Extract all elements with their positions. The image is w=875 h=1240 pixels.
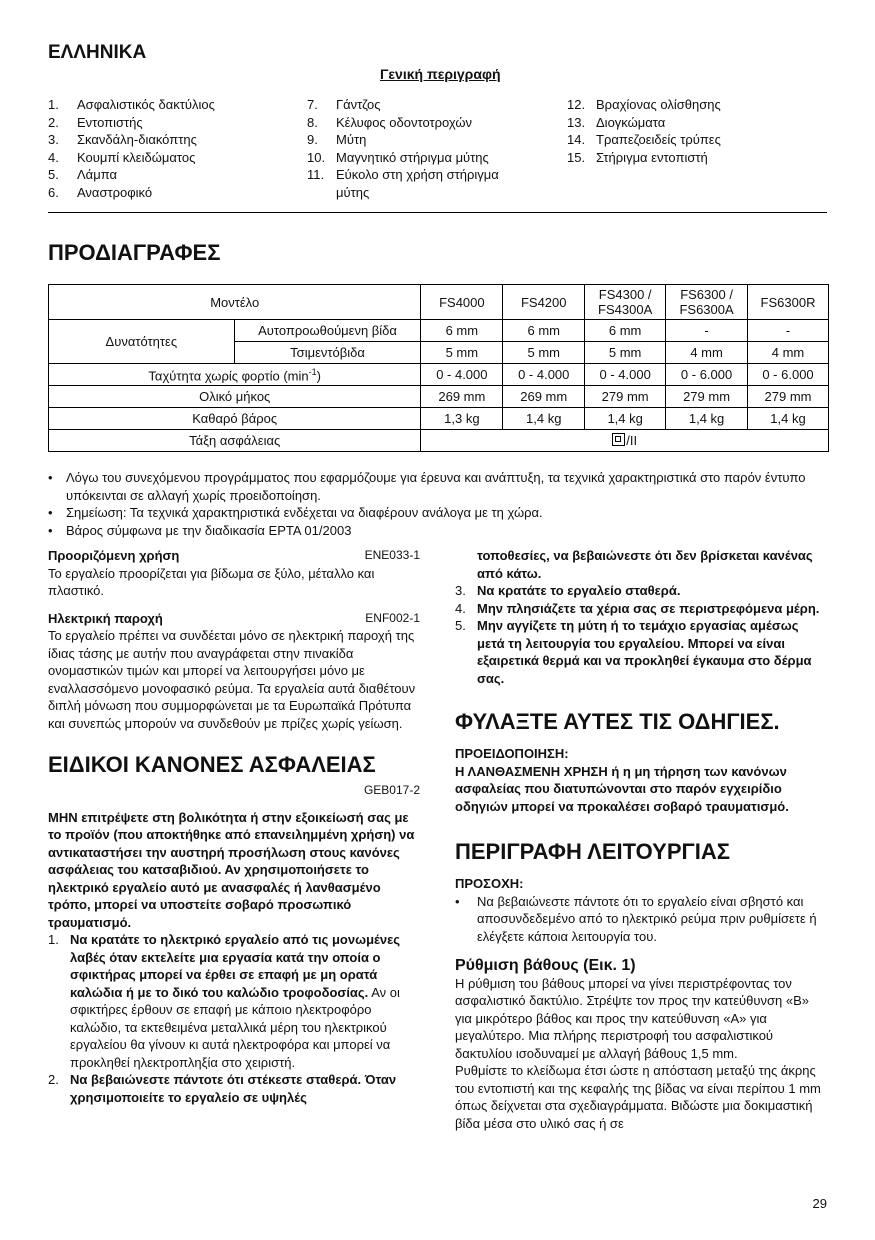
- capacities-label: Δυνατότητες: [49, 320, 235, 364]
- list-item: 9. Μύτη: [307, 132, 367, 147]
- model-cell: FS4000: [421, 285, 503, 320]
- bullet-icon: •: [48, 470, 53, 485]
- double-insulation-icon: [612, 433, 625, 446]
- left-column: [48, 547, 420, 1106]
- list-item: 3. Σκανδάλη-διακόπτης: [48, 132, 197, 147]
- table-cell: -: [748, 320, 829, 342]
- functional-description-heading: ΠΕΡΙΓΡΑΦΗ ΛΕΙΤΟΥΡΓΙΑΣ: [455, 839, 730, 864]
- table-row: [49, 364, 829, 386]
- model-label: Μοντέλο: [49, 285, 421, 320]
- list-item: 13. Διογκώματα: [567, 114, 666, 130]
- table-cell: 6 mm: [585, 320, 666, 342]
- depth-adjustment-text: Η ρύθμιση του βάθους μπορεί να γίνει περιστρέφοντας τον ασφαλιστικό δακτύλιο. Στρέψτε τον προς την κατεύθυνση «B» για μικρότερο βάθος και προς την κατεύθυνση «A» για μεγαλύτερο. Μια πλήρης περιστροφή του ασφαλιστικού δακτυλίου ισοδυναμεί με αλλαγή βάθους 1,5 mm.: [455, 975, 809, 1061]
- list-item: • Σημείωση: Τα τεχνικά χαρακτηριστικά ενδέχεται να διαφέρουν ανάλογα με τη χώρα.: [48, 505, 543, 520]
- parts-list-col1: [48, 96, 298, 201]
- table-cell: 5 mm: [503, 342, 585, 364]
- list-item: 7. Γάντζος: [307, 97, 381, 112]
- list-item: 5. Μην αγγίζετε τη μύτη ή το τεμάχιο εργασίας αμέσως μετά τη λειτουργία του εργαλείου. Μπορεί να είναι εξαιρετικά θερμά και να προκληθεί έγκαυμα στο δέρμα σας.: [455, 618, 812, 686]
- intended-use-text: Το εργαλείο προορίζεται για βίδωμα σε ξύλο, μέταλλο και πλαστικό.: [48, 565, 375, 598]
- table-cell: 5 mm: [585, 342, 666, 364]
- doc-code: GEB017-2: [363, 783, 420, 797]
- table-cell: 0 - 6.000: [748, 364, 829, 386]
- bullet-icon: •: [48, 505, 53, 520]
- row-label: Καθαρό βάρος: [49, 408, 421, 430]
- list-item: 2. Εντοπιστής: [48, 114, 143, 130]
- table-row: [49, 285, 829, 320]
- right-column: [455, 547, 827, 1132]
- table-cell: 6 mm: [421, 320, 503, 342]
- safety-rules-heading: ΕΙΔΙΚΟΙ ΚΑΝΟΝΕΣ ΑΣΦΑΛΕΙΑΣ: [48, 752, 376, 777]
- list-item: 15. Στήριγμα εντοπιστή: [567, 149, 708, 165]
- table-cell: 0 - 4.000: [421, 364, 503, 386]
- row-label: Τάξη ασφάλειας: [49, 430, 421, 452]
- row-label: Αυτοπροωθούμενη βίδα: [234, 320, 421, 342]
- safety-intro: ΜΗΝ επιτρέψετε στη βολικότητα ή στην εξοικείωσή σας με το προϊόν (που αποκτήθηκε από επανειλημμένη χρήση) να αντικαταστήσει την αυστηρή προσήλωση στους κανόνες ασφάλειας του κατσαβιδιού. Αν χρησιμοποιήσετε το ηλεκτρικό εργαλείο αυτό με ανασφαλές ή λανθασμένο τρόπο, μπορεί να υποστείτε σοβαρό προσωπικό τραυματισμό.: [48, 809, 415, 930]
- table-cell: 1,4 kg: [666, 408, 748, 430]
- table-cell: 4 mm: [748, 342, 829, 364]
- doc-code: ENF002-1: [365, 610, 420, 625]
- list-item: • Λόγω του συνεχόμενου προγράμματος που εφαρμόζουμε για έρευνα και ανάπτυξη, τα τεχνικά χαρακτηριστικά στο παρόν έντυπο υπόκεινται σε αλλαγή χωρίς προειδοποίηση.: [48, 470, 806, 503]
- list-item: • Βάρος σύμφωνα με την διαδικασία EPTA 01/2003: [48, 522, 352, 538]
- specifications-heading: ΠΡΟΔΙΑΓΡΑΦΕΣ: [48, 240, 221, 265]
- doc-code: ENE033-1: [364, 548, 420, 562]
- model-cell: FS6300 / FS6300A: [666, 285, 748, 320]
- model-cell: FS4300 / FS4300A: [585, 285, 666, 320]
- spec-notes: [48, 469, 828, 539]
- list-item: 1. Ασφαλιστικός δακτύλιος: [48, 97, 215, 112]
- list-item: 4. Κουμπί κλειδώματος: [48, 149, 196, 165]
- intended-use-heading: Προοριζόμενη χρήση ENE033-1: [48, 548, 420, 563]
- power-supply-text: Το εργαλείο πρέπει να συνδέεται μόνο σε ηλεκτρική παροχή της ίδιας τάσης με αυτήν που αναγράφεται στην πινακίδα ονομαστικών τιμών και μπορεί να λειτουργήσει μόνο με εναλλασσόμενο μονοφασικό ρεύμα. Τα εργαλεία αυτά διαθέτουν διπλή μόνωση που συμμορφώνεται με τα Ευρωπαϊκά Πρότυπα και συνεπώς μπορούν να συνδεθούν με πρίζες χωρίς γείωση.: [48, 628, 416, 731]
- table-cell: 1,4 kg: [585, 408, 666, 430]
- list-item: 10. Μαγνητικό στήριγμα μύτης: [307, 149, 489, 165]
- general-description-title: Γενική περιγραφή: [380, 66, 501, 82]
- list-item: 2. Να βεβαιώνεστε πάντοτε ότι στέκεστε σταθερά. Όταν χρησιμοποιείτε το εργαλείο σε υψηλές: [48, 1072, 397, 1105]
- row-label: Ολικό μήκος: [49, 386, 421, 408]
- section-divider: [48, 212, 827, 213]
- bullet-icon: •: [48, 522, 53, 538]
- caution-label: ΠΡΟΣΟΧΗ:: [455, 876, 524, 891]
- list-item: 6. Αναστροφικό: [48, 184, 153, 200]
- language-label: ΕΛΛΗΝΙΚΑ: [48, 42, 147, 63]
- table-cell: -: [666, 320, 748, 342]
- table-cell: 1,3 kg: [421, 408, 503, 430]
- list-item: 5. Λάμπα: [48, 167, 117, 182]
- safety-class-cell: /II: [421, 430, 829, 452]
- row-label: Ταχύτητα χωρίς φορτίο $(\min^{-1})$: [49, 364, 421, 386]
- warning-label: ΠΡΟΕΙΔΟΠΟΙΗΣΗ:: [455, 746, 569, 761]
- depth-adjustment-text: Ρυθμίστε το κλείδωμα έτσι ώστε η απόσταση μεταξύ της άκρης του εντοπιστή και της κεφαλής της βίδας να είναι περίπου 1 mm όπως δείχνεται στα σχεδιαγράμματα. Βιδώστε μια δοκιμαστική βίδα μέσα στο υλικό σας ή σε: [455, 1063, 821, 1131]
- list-item: 4. Μην πλησιάζετε τα χέρια σας σε περιστρεφόμενα μέρη.: [455, 600, 820, 616]
- table-cell: 279 mm: [666, 386, 748, 408]
- table-cell: 5 mm: [421, 342, 503, 364]
- model-cell: FS6300R: [748, 285, 829, 320]
- page-number: 29: [812, 1196, 827, 1211]
- warning-text: Η ΛΑΝΘΑΣΜΕΝΗ ΧΡΗΣΗ ή η μη τήρηση των κανόνων ασφαλείας που διατυπώνονται στο παρόν εγχειρίδιο οδηγιών μπορεί να προκαλέσει σοβαρό τραυματισμό.: [455, 763, 789, 814]
- list-item: 12. Βραχίονας ολίσθησης: [567, 97, 721, 112]
- list-item: 14. Τραπεζοειδείς τρύπες: [567, 132, 721, 147]
- model-cell: FS4200: [503, 285, 585, 320]
- table-row: [49, 320, 829, 342]
- list-item: 11. Εύκολο στη χρήση στήριγμα μύτης: [307, 167, 499, 200]
- depth-adjustment-heading: Ρύθμιση βάθους (Εικ. 1): [455, 957, 636, 974]
- parts-list-col3: [567, 96, 827, 166]
- table-row: [49, 408, 829, 430]
- table-cell: 1,4 kg: [748, 408, 829, 430]
- keep-instructions-heading: ΦΥΛΑΞΤΕ ΑΥΤΕΣ ΤΙΣ ΟΔΗΓΙΕΣ.: [455, 709, 780, 734]
- list-item: • Να βεβαιώνεστε πάντοτε ότι το εργαλείο είναι σβηστό και αποσυνδεδεμένο από το ηλεκτρικό ρεύμα πριν ρυθμίσετε ή ελέγξετε κάποια λειτουργία του.: [455, 893, 817, 944]
- table-row: [49, 386, 829, 408]
- table-cell: 269 mm: [503, 386, 585, 408]
- table-cell: 1,4 kg: [503, 408, 585, 430]
- table-cell: 269 mm: [421, 386, 503, 408]
- power-supply-heading: Ηλεκτρική παροχή ENF002-1: [48, 610, 420, 626]
- list-item: 8. Κέλυφος οδοντοτροχών: [307, 114, 473, 130]
- table-cell: 279 mm: [585, 386, 666, 408]
- table-row: [49, 430, 829, 452]
- bullet-icon: •: [455, 893, 460, 909]
- specifications-table: [48, 284, 829, 452]
- row-label: Τσιμεντόβιδα: [234, 342, 421, 364]
- list-item-continued: τοποθεσίες, να βεβαιώνεστε ότι δεν βρίσκεται κανένας από κάτω.: [477, 548, 813, 581]
- table-cell: 0 - 4.000: [585, 364, 666, 386]
- table-cell: 0 - 4.000: [503, 364, 585, 386]
- table-cell: 279 mm: [748, 386, 829, 408]
- parts-list-col2: [307, 96, 532, 201]
- table-cell: 6 mm: [503, 320, 585, 342]
- table-cell: 0 - 6.000: [666, 364, 748, 386]
- table-cell: 4 mm: [666, 342, 748, 364]
- list-item: 1. Να κρατάτε το ηλεκτρικό εργαλείο από τις μονωμένες λαβές όταν εκτελείτε μια εργασία κατά την οποία ο σφικτήρας μπορεί να έρθει σε επαφή με μη ορατά καλώδια ή με το δικό του καλώδιο τροφοδοσίας. Αν οι σφικτήρες έρθουν σε επαφή με κάποιο ηλεκτροφόρο καλώδιο, τα εκτεθειμένα μεταλλικά μέρη του ηλεκτρικού εργαλείου θα γίνουν κι αυτά ηλεκτροφόρα και μπορεί να προκληθεί ηλεκτροπληξία στο χειριστή.: [48, 932, 401, 1070]
- list-item: 3. Να κρατάτε το εργαλείο σταθερά.: [455, 583, 681, 598]
